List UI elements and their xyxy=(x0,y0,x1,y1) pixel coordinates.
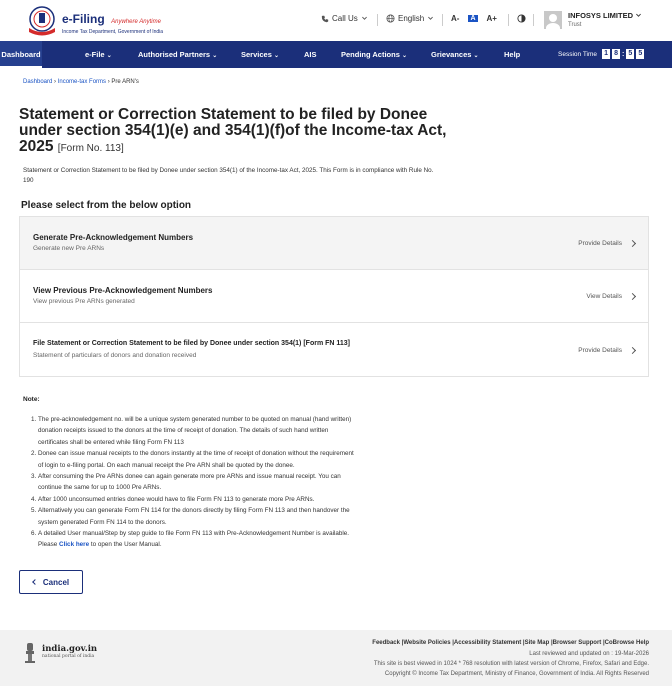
nav-pending-actions-label: Pending Actions xyxy=(341,50,400,59)
user-role: Trust xyxy=(568,22,582,28)
font-decrease-button[interactable]: A- xyxy=(451,14,460,23)
brand-subtitle: Income Tax Department, Government of India xyxy=(62,29,164,35)
note-line: After consuming the Pre ARNs donee can again generate more pre ARNs and issue manual receipt. You can xyxy=(38,473,341,481)
avatar xyxy=(544,11,562,29)
page-description: Statement or Correction Statement to be filed by Donee under section 354(1) of the Income-tax Act, 2025. This Form is in compliance with Rule No. 190 xyxy=(23,167,434,184)
note-number: 5. xyxy=(31,507,37,515)
note-text: Please xyxy=(38,541,58,549)
page-title-text: Statement or Correction Statement to be filed by Donee under section 354(1)(e) and 354(1)(f)of the Income-tax Act, 2025 xyxy=(19,106,447,155)
note-line: After 1000 unconsumed entries donee would have to file Form FN 113 to generate more Pre ARNs. xyxy=(38,495,315,503)
nav-services[interactable] xyxy=(241,41,279,68)
breadcrumb-separator: › xyxy=(107,79,112,85)
note-item xyxy=(32,494,432,505)
page-title xyxy=(19,107,449,157)
note-item xyxy=(32,505,432,528)
breadcrumb-income-tax-forms[interactable]: Income-tax Forms xyxy=(57,79,107,85)
chevron-down-icon xyxy=(361,15,368,22)
nav-grievances[interactable] xyxy=(431,41,479,68)
header xyxy=(0,0,672,41)
session-digit: 1 xyxy=(602,49,610,59)
breadcrumb-dashboard[interactable]: Dashboard xyxy=(23,79,53,85)
select-option-heading: Please select from the below option xyxy=(21,200,192,211)
note-number: 1. xyxy=(31,416,37,423)
nav-e-file[interactable] xyxy=(85,41,112,68)
provide-details-label: Provide Details xyxy=(578,240,622,247)
option-action[interactable] xyxy=(586,293,635,300)
main-nav xyxy=(0,41,672,68)
note-line: Alternatively you can generate Form FN 114 for the donors directly by filing Form FN 113 and then handover the xyxy=(38,507,350,515)
user-name: INFOSYS LIMITED xyxy=(568,11,634,20)
header-divider xyxy=(533,14,534,26)
chevron-right-icon xyxy=(629,240,636,247)
option-subtitle: View previous Pre ARNs generated xyxy=(33,298,135,305)
note-number: 2. xyxy=(31,450,37,458)
footer-links[interactable]: Feedback |Website Policies |Accessibility Statement |Site Map |Browser Support |CoBrowse Help xyxy=(372,640,649,646)
user-manual-link[interactable]: Click here xyxy=(59,541,90,549)
nav-pending-actions[interactable] xyxy=(341,41,407,68)
option-title: File Statement or Correction Statement to be filed by Donee under section 354(1) [Form FN 113] xyxy=(33,340,351,347)
nav-help[interactable]: Help xyxy=(504,50,521,59)
session-digit: 5 xyxy=(626,49,634,59)
note-line: donation receipts issued to the donors at the time of receipt of donation. The details of such hand written xyxy=(38,427,329,435)
phone-icon xyxy=(321,15,329,23)
footer xyxy=(0,630,672,686)
footer-last-reviewed: Last reviewed and updated on : 19-Mar-2026 xyxy=(529,651,649,657)
contrast-icon xyxy=(517,14,526,23)
option-subtitle: Generate new Pre ARNs xyxy=(33,245,105,252)
note-line xyxy=(37,539,432,550)
font-normal-button[interactable]: A xyxy=(470,15,476,22)
nav-dashboard[interactable]: Dashboard xyxy=(0,41,42,68)
options-list xyxy=(19,216,649,377)
note-item xyxy=(32,414,432,448)
session-label: Session Time xyxy=(558,50,598,58)
breadcrumb xyxy=(23,79,139,85)
breadcrumb-separator: › xyxy=(54,79,58,85)
session-timer xyxy=(558,49,644,59)
footer-copyright: Copyright © Income Tax Department, Ministry of Finance, Government of India. All Rights Reserved xyxy=(384,671,649,677)
chevron-right-icon xyxy=(629,293,636,300)
chevron-right-icon xyxy=(629,347,636,354)
provide-details-label: Provide Details xyxy=(578,347,622,354)
session-digit: 8 xyxy=(612,49,620,59)
nav-authorised-partners-label: Authorised Partners xyxy=(138,50,211,59)
brand[interactable] xyxy=(62,10,163,35)
note-number: 6. xyxy=(31,530,37,538)
option-view-previous-pre-arn[interactable] xyxy=(20,270,648,323)
brand-main: e-Filing xyxy=(62,12,105,26)
note-number: 3. xyxy=(31,473,37,481)
call-us-label: Call Us xyxy=(332,14,358,23)
option-action[interactable] xyxy=(578,347,635,354)
india-gov-logo-text[interactable]: india.gov.in xyxy=(42,644,98,654)
chevron-down-icon: ⌄ xyxy=(212,53,218,59)
india-gov-subtitle: national portal of india xyxy=(42,654,95,659)
option-title: Generate Pre-Acknowledgement Numbers xyxy=(33,233,194,242)
note-line: certificates shall be entered while filing Form FN 113 xyxy=(38,438,184,446)
language-label: English xyxy=(398,14,425,23)
font-increase-button[interactable]: A+ xyxy=(486,14,497,23)
breadcrumb-current: Pre ARN's xyxy=(111,79,139,85)
call-us-dropdown[interactable] xyxy=(321,14,368,23)
chevron-left-icon xyxy=(32,579,38,585)
income-tax-emblem-icon[interactable] xyxy=(25,6,59,36)
chevron-down-icon: ⌄ xyxy=(473,53,479,59)
chevron-down-icon: ⌄ xyxy=(106,53,112,59)
option-action[interactable] xyxy=(578,240,635,247)
cancel-button[interactable] xyxy=(19,570,83,594)
nav-grievances-label: Grievances xyxy=(431,50,472,59)
note-list xyxy=(32,414,432,551)
note-item xyxy=(32,448,432,471)
chevron-down-icon xyxy=(427,15,434,22)
note-number: 4. xyxy=(31,495,37,503)
option-subtitle: Statement of particulars of donors and donation received xyxy=(33,352,197,359)
note-line: The pre-acknowledgement no. will be a unique system generated number to be quoted on manual (hand written) xyxy=(38,416,352,423)
brand-tagline: Anywhere Anytime xyxy=(111,19,161,25)
note-heading: Note: xyxy=(23,396,40,403)
nav-services-label: Services xyxy=(241,50,272,59)
cancel-label: Cancel xyxy=(42,577,70,587)
globe-icon xyxy=(386,14,395,23)
user-menu[interactable] xyxy=(544,11,642,29)
font-size-controls xyxy=(451,14,497,23)
option-title: View Previous Pre-Acknowledgement Numbers xyxy=(33,286,213,295)
contrast-toggle[interactable] xyxy=(517,14,526,23)
language-dropdown[interactable] xyxy=(386,14,434,23)
chevron-down-icon: ⌄ xyxy=(401,53,408,59)
option-file-statement[interactable] xyxy=(20,323,648,376)
option-generate-pre-arn[interactable] xyxy=(20,217,648,270)
note-line: A detailed User manual/Step by step guide to file Form FN 113 with Pre-Acknowledgement Number is available. xyxy=(38,530,350,538)
session-colon: : xyxy=(622,50,625,58)
nav-authorised-partners[interactable] xyxy=(138,41,217,68)
note-line: of login to e-filing portal. On each manual receipt the Pre ARN shall be quoted by the donee. xyxy=(38,461,295,469)
session-digit: 5 xyxy=(636,49,644,59)
note-item xyxy=(32,471,432,494)
note-line: Donee can issue manual receipts to the donors instantly at the time of receipt of donation without the requirement xyxy=(38,450,354,458)
nav-e-file-label: e-File xyxy=(85,50,105,59)
header-divider xyxy=(508,14,509,26)
chevron-down-icon: ⌄ xyxy=(273,53,279,59)
note-line: system generated Form FN 114 to the donors. xyxy=(38,518,167,526)
note-item xyxy=(32,528,432,551)
note-line: continue the same for up to 1000 Pre ARNs. xyxy=(38,484,162,492)
header-divider xyxy=(377,14,378,26)
national-emblem-icon xyxy=(24,641,36,663)
nav-ais[interactable]: AIS xyxy=(304,50,317,59)
footer-best-viewed: This site is best viewed in 1024 * 768 resolution with latest version of Chrome, Firefox, Safari and Edge. xyxy=(373,661,649,667)
header-divider xyxy=(442,14,443,26)
chevron-down-icon xyxy=(635,12,642,19)
view-details-label: View Details xyxy=(586,293,622,300)
form-number: [Form No. 113] xyxy=(57,143,124,154)
note-text: to open the User Manual. xyxy=(90,541,162,549)
